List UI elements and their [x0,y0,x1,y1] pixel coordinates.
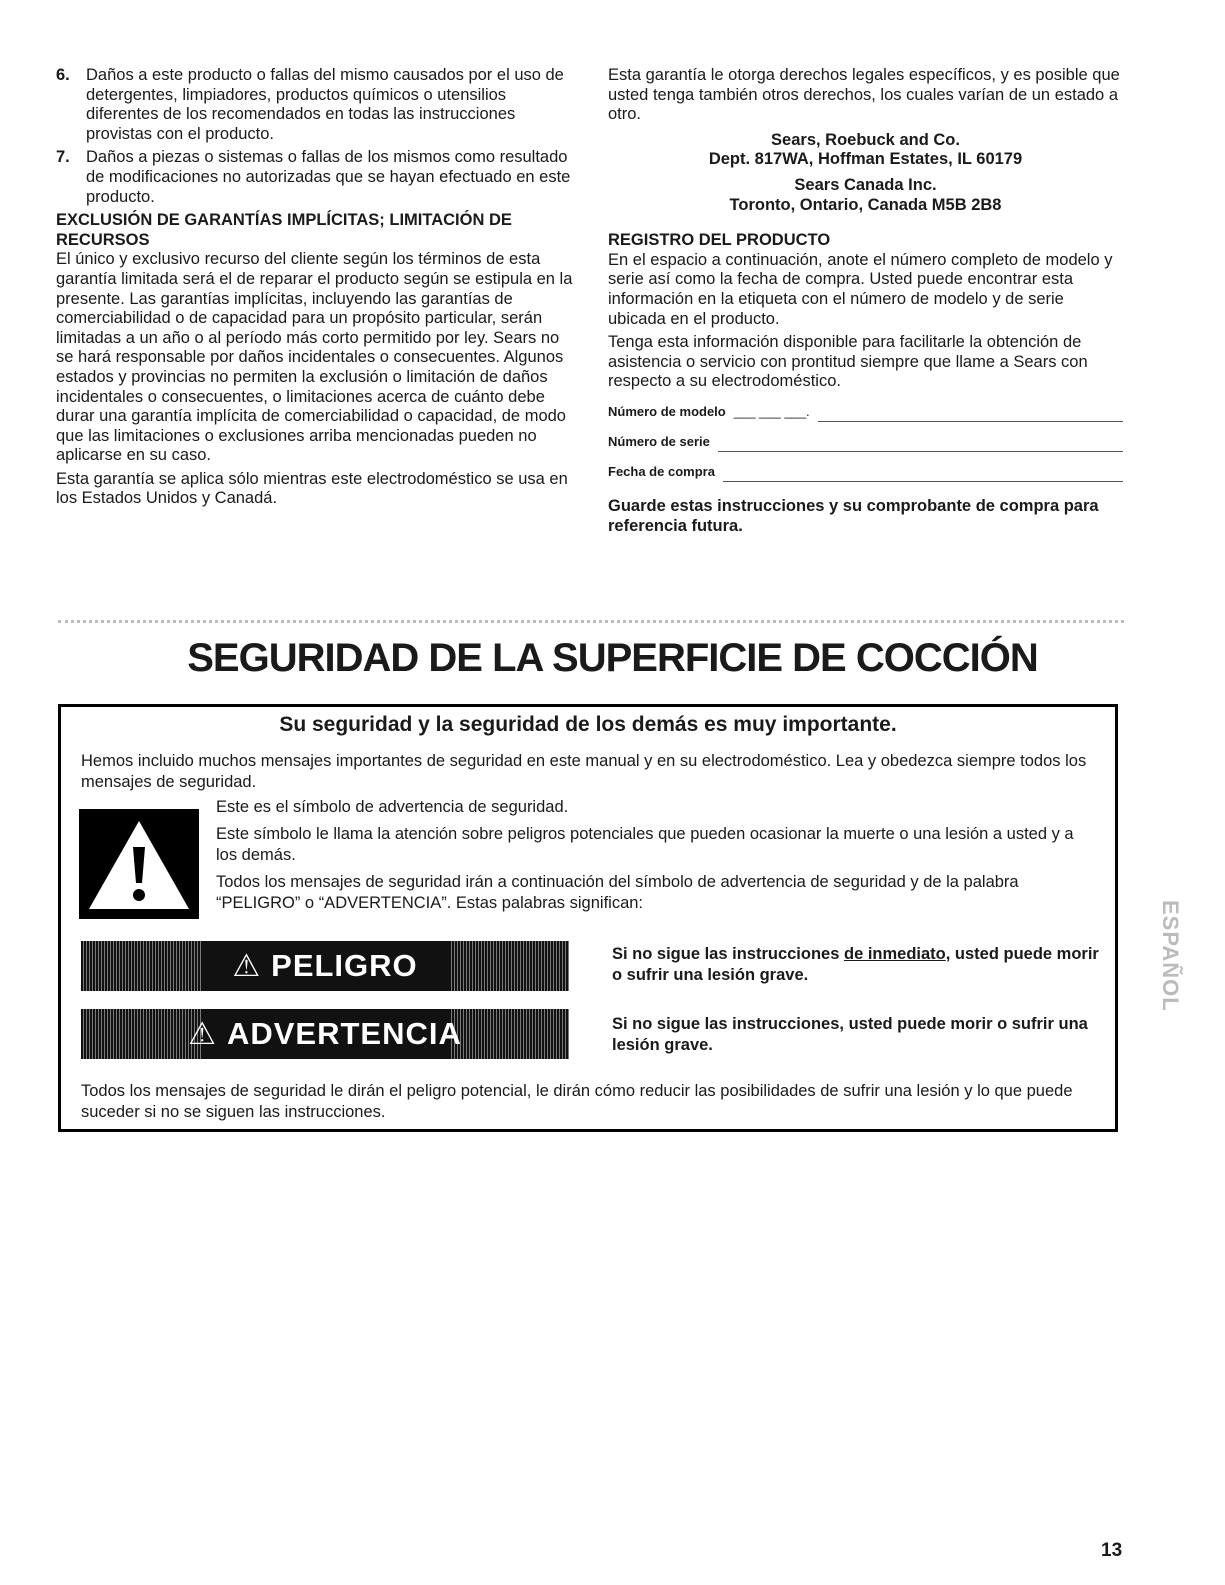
model-number-field [608,400,1123,422]
field-label: Número de modelo [608,404,726,420]
symbol-line: Este es el símbolo de advertencia de seguridad. [216,798,569,816]
list-item-text: Daños a este producto o fallas del mismo causados por el uso de detergentes, limpiadores, productos químicos o utensilios diferentes de los recomendados en todas las instrucciones provistas con el producto. [86,66,564,143]
usa-paragraph: Esta garantía se aplica sólo mientras este electrodoméstico se usa en los Estados Unidos y Canadá. [56,469,568,508]
list-item-6 [56,66,576,144]
page-number: 13 [1101,1540,1123,1561]
emphasis-underlined: de inmediato [843,945,946,963]
safety-footer: Todos los mensajes de seguridad le dirán el peligro potencial, le dirán cómo reducir las posibilidades de sufrir una lesión y lo que puede suceder si no se siguen las instrucciones. [81,1082,1073,1121]
write-line [818,407,1123,422]
alert-triangle-icon: ⚠ [188,1016,217,1051]
write-line [718,437,1123,452]
warning-banner [81,1009,569,1059]
list-number: 6. [56,66,70,84]
serial-number-field [608,430,1123,452]
language-side-tab: ESPAÑOL [1158,900,1183,1012]
warning-word: ADVERTENCIA [226,1016,462,1051]
left-column [56,66,576,513]
danger-word: PELIGRO [271,948,418,983]
address-line: Toronto, Ontario, Canada M5B 2B8 [729,195,1002,214]
section-title: SEGURIDAD DE LA SUPERFICIE DE COCCIÓN [187,636,1038,680]
section-divider [58,620,1124,623]
field-label: Fecha de compra [608,464,715,480]
list-number: 7. [56,148,70,167]
safety-box-title: Su seguridad y la seguridad de los demás es muy importante. [279,713,897,736]
purchase-date-field [608,460,1123,482]
address-sears-roebuck [608,131,1123,170]
list-item-text: Daños a piezas o sistemas o fallas de los mismos como resultado de modificaciones no autorizadas que se hayan efectuado en este producto. [86,148,571,206]
symbol-explanation [216,797,1096,920]
keep-instructions-note: Guarde estas instrucciones y su comprobante de compra para referencia futura. [608,496,1099,535]
write-line [723,467,1123,482]
address-line: Sears, Roebuck and Co. [771,130,960,149]
model-number-prefix: ___ ___ ___. [733,404,810,420]
safety-box [58,704,1118,1132]
address-sears-canada [608,176,1123,215]
safety-intro: Hemos incluido muchos mensajes importantes de seguridad en este manual y en su electrodoméstico. Lea y obedezca siempre todos los mensajes de seguridad. [81,752,1087,791]
field-label: Número de serie [608,434,710,450]
exclusion-heading: EXCLUSIÓN DE GARANTÍAS IMPLÍCITAS; LIMITACIÓN DE RECURSOS [56,211,512,249]
rights-paragraph: Esta garantía le otorga derechos legales específicos, y es posible que usted tenga también otros derechos, los cuales varían de un estado a otro. [608,66,1120,124]
warning-triangle-icon [85,817,193,913]
right-column [608,66,1123,536]
address-line: Dept. 817WA, Hoffman Estates, IL 60179 [708,150,1023,169]
warning-description: Si no sigue las instrucciones, usted puede morir o sufrir una lesión grave. [612,1015,1088,1054]
symbol-line: Todos los mensajes de seguridad irán a continuación del símbolo de advertencia de seguridad y de la palabra “PELIGRO” o “ADVERTENCIA”. Estas palabras significan: [216,873,1019,912]
registration-paragraph-2: Tenga esta información disponible para facilitarle la obtención de asistencia o servicio con prontitud siempre que llame a Sears con respecto a su electrodoméstico. [608,333,1088,391]
symbol-line: Este símbolo le llama la atención sobre peligros potenciales que pueden ocasionar la muerte o una lesión a usted y a los demás. [216,825,1074,864]
address-line: Sears Canada Inc. [794,175,937,194]
registration-heading: REGISTRO DEL PRODUCTO [608,231,831,250]
alert-triangle-icon: ⚠ [232,948,262,983]
exclusion-paragraph: El único y exclusivo recurso del cliente según los términos de esta garantía limitada será el de reparar el producto según se estipula en la presente. Las garantías implícitas, incluyendo las garantías de comerciabilidad o de capacidad para un propósito particular, serán limitadas a un año o al período más corto permitido por ley. Sears no se hará responsable por daños incidentales o consecuentes. Algunos estados y provincias no permiten la exclusión o limitación de daños incidentales o consecuentes, o limitaciones acerca de cuánto debe durar una garantía implícita de comerciabilidad o capacidad, de modo que las limitaciones o exclusiones arriba mencionadas pueden no aplicarse en su caso. [56,250,573,465]
danger-description: Si no sigue las instrucciones de inmediato, usted puede morir o sufrir una lesión grave. [612,945,1099,984]
registration-paragraph-1: En el espacio a continuación, anote el número completo de modelo y serie así como la fecha de compra. Usted puede encontrar esta información en la etiqueta con el número de modelo y de serie ubicada en el producto. [608,250,1113,328]
danger-banner [81,941,569,991]
safety-alert-symbol [79,809,199,919]
list-item-7 [56,148,576,207]
